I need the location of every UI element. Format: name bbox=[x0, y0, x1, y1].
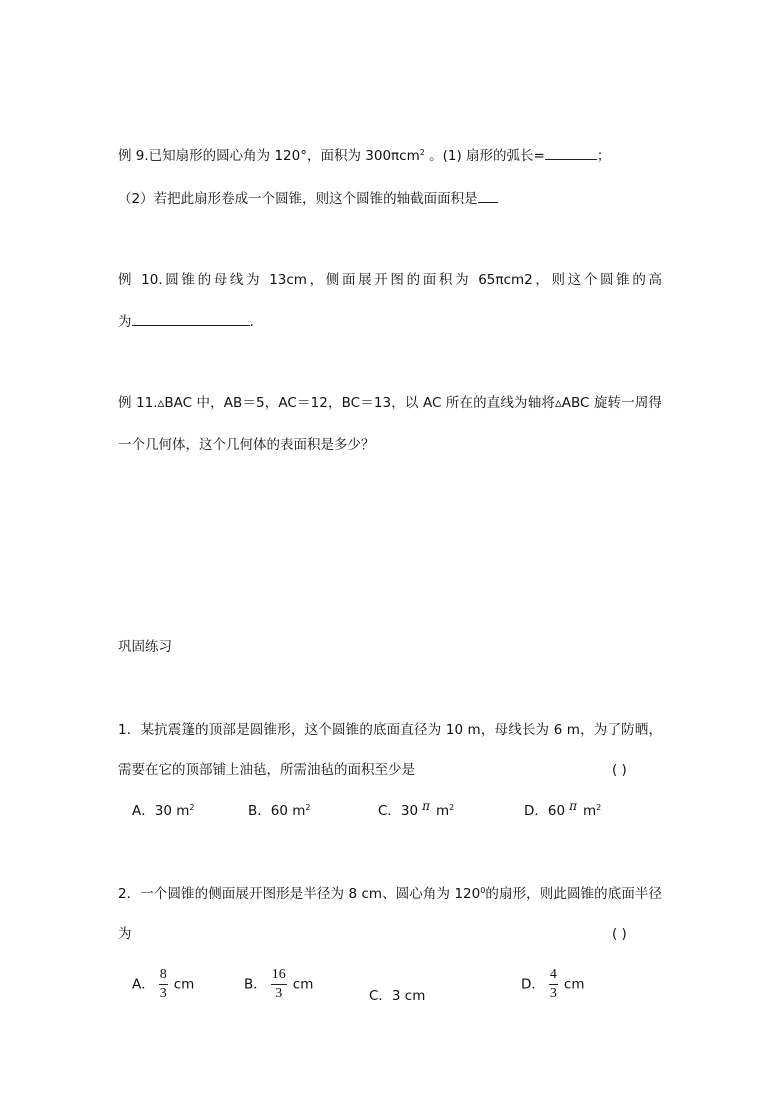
example9-end: ； bbox=[596, 148, 611, 164]
q2-question: 为 bbox=[118, 926, 132, 942]
unit: m bbox=[436, 803, 450, 819]
option-label: B． bbox=[244, 976, 267, 993]
q1-option-c[interactable] bbox=[378, 801, 454, 821]
fraction bbox=[549, 966, 558, 1003]
example11-question: 一个几何体，这个几何体的表面积是多少？ bbox=[118, 437, 375, 453]
q1-question: 需要在它的顶部铺上油毡，所需油毡的面积至少是 bbox=[118, 762, 415, 778]
example10-line2 bbox=[118, 312, 254, 332]
option-label: A．30 m bbox=[132, 803, 190, 819]
superscript: 0 bbox=[480, 886, 486, 895]
answer-blank[interactable] bbox=[132, 312, 250, 326]
option-label: D． bbox=[521, 976, 545, 993]
example11-line2 bbox=[118, 435, 375, 455]
option-label: C．30 bbox=[378, 803, 419, 819]
superscript: 2 bbox=[189, 803, 195, 812]
numerator: 16 bbox=[271, 966, 287, 985]
example11-text: 例 11.▵BAC 中，AB＝5，AC＝12，BC＝13，以 AC 所在的直线为轴将▵ABC 旋转一周得 bbox=[118, 395, 662, 411]
example10-text: 例 10.圆锥的母线为 13cm，侧面展开图的面积为 65πcm2，则这个圆锥的高 bbox=[118, 272, 662, 288]
unit: m bbox=[582, 803, 597, 819]
numerator: 8 bbox=[159, 966, 168, 985]
q1-line1 bbox=[118, 720, 662, 740]
q2-answer-paren[interactable]: ( ) bbox=[612, 926, 627, 942]
q2-text: 2．一个圆锥的侧面展开图形是半径为 8 cm、圆心角为 120 bbox=[118, 886, 481, 902]
q1-answer-paren[interactable]: ( ) bbox=[612, 762, 627, 778]
answer-blank[interactable] bbox=[478, 189, 498, 203]
q2-option-b[interactable] bbox=[244, 966, 313, 1003]
q1-option-d[interactable] bbox=[524, 801, 601, 821]
q2-line2 bbox=[118, 924, 132, 944]
option-label: A． bbox=[132, 976, 155, 993]
option-label: B．60 m bbox=[248, 803, 306, 819]
fraction bbox=[271, 966, 287, 1003]
superscript: 2 bbox=[449, 803, 455, 812]
q2-text-part2: 的扇形，则此圆锥的底面半径 bbox=[485, 886, 662, 902]
option-label: D．60 bbox=[524, 803, 566, 819]
q2-option-a[interactable] bbox=[132, 966, 194, 1003]
denominator: 3 bbox=[159, 986, 167, 1001]
fraction bbox=[159, 966, 168, 1003]
example10-period: . bbox=[249, 314, 254, 330]
q1-option-a[interactable] bbox=[132, 801, 194, 821]
numerator: 4 bbox=[549, 966, 558, 985]
q1-line2 bbox=[118, 760, 415, 780]
section-title: 巩固练习 bbox=[118, 639, 172, 655]
example9-text: 例 9.已知扇形的圆心角为 120°，面积为 300πcm bbox=[118, 148, 420, 164]
superscript: 2 bbox=[305, 803, 311, 812]
superscript: 2 bbox=[596, 803, 602, 812]
example9-line2 bbox=[118, 189, 498, 209]
example9-text-part2: 。(1) 扇形的弧长= bbox=[424, 148, 545, 164]
answer-blank[interactable] bbox=[545, 146, 597, 160]
example10-line1 bbox=[118, 270, 662, 290]
q2-line1 bbox=[118, 884, 662, 904]
unit: cm bbox=[292, 976, 314, 993]
example9-line1 bbox=[118, 146, 610, 166]
superscript: 2 bbox=[419, 148, 425, 157]
unit: cm bbox=[173, 976, 195, 993]
q2-option-c[interactable] bbox=[369, 986, 425, 1006]
pi-symbol: π bbox=[569, 799, 577, 813]
denominator: 3 bbox=[275, 986, 283, 1001]
q2-option-d[interactable] bbox=[521, 966, 584, 1003]
q1-text: 1．某抗震篷的顶部是圆锥形，这个圆锥的底面直径为 10 m，母线长为 6 m，为了防晒， bbox=[118, 722, 662, 738]
pi-symbol: π bbox=[422, 799, 430, 813]
example11-line1 bbox=[118, 393, 662, 413]
denominator: 3 bbox=[549, 986, 557, 1001]
unit: cm bbox=[563, 976, 585, 993]
example10-prefix: 为 bbox=[118, 314, 132, 330]
q1-option-b[interactable] bbox=[248, 801, 310, 821]
example9-question2: （2）若把此扇形卷成一个圆锥，则这个圆锥的轴截面面积是 bbox=[118, 191, 478, 207]
option-label: C．3 cm bbox=[369, 988, 426, 1004]
